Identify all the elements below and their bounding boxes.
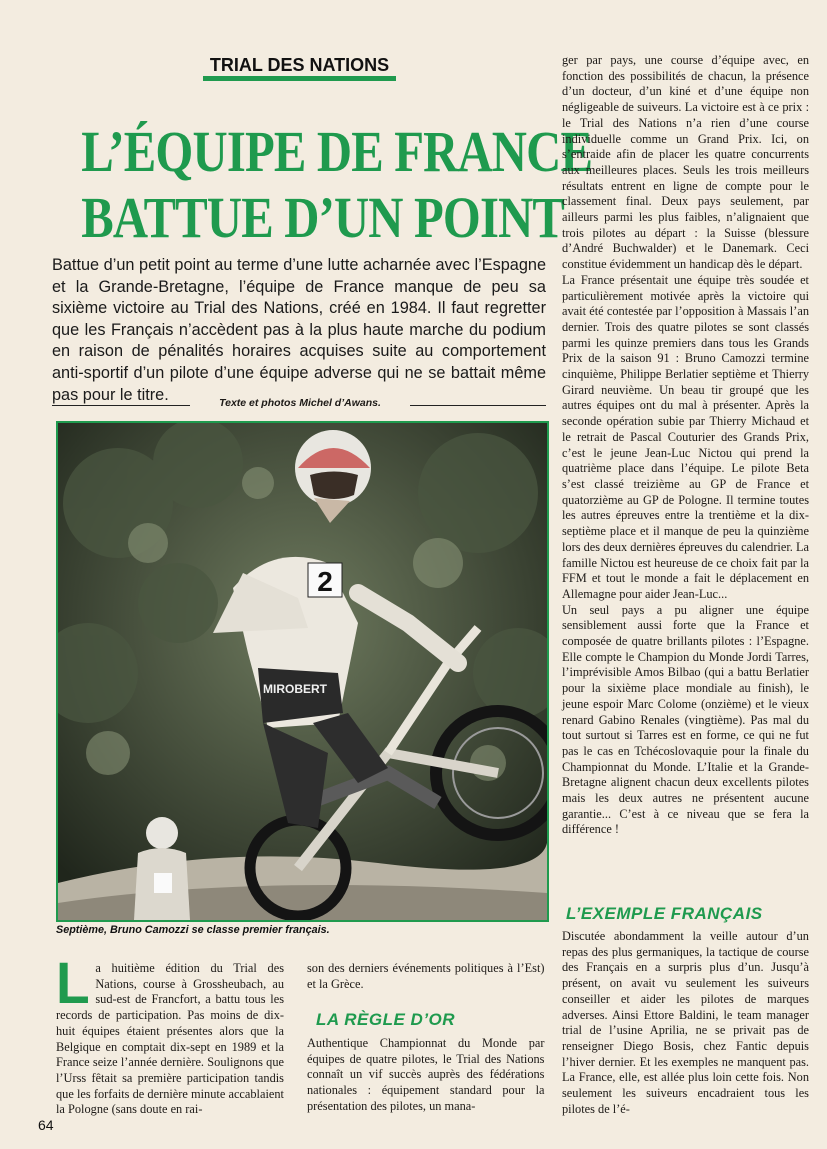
rider-illustration [58, 423, 547, 920]
sponsor-label: MIROBERT [263, 682, 327, 696]
article-photo [56, 421, 549, 922]
intro-paragraph: Battue d’un petit point au terme d’une lutte acharnée avec l’Espagne et la Grande-Bretagne, l’équipe de France manque de peu sa sixième victoire au Trial des Nations, créé en 1984. Il faut regretter que les Français n’accèdent pas à la plus haute marche du podium en raison de pénalités horaires acquises suite au comportement anti-sportif d’un pilote d’une équipe adverse qui ne se battait même pas pour le titre. [52, 256, 546, 404]
headline-line-2: BATTUE D’UN POINT [81, 185, 565, 250]
photo-caption: Septième, Bruno Camozzi se classe premier français. [56, 924, 330, 936]
section-tag: TRIAL DES NATIONS [209, 55, 390, 75]
rider-number: 2 [317, 566, 333, 597]
article-column-1 [56, 951, 284, 1117]
article-column-2-body [307, 1035, 545, 1114]
headline-line-1: L’ÉQUIPE DE FRANCE [81, 119, 593, 184]
credit-rule-right [408, 405, 546, 406]
section-tag-underline [203, 76, 396, 81]
column-3-paragraph-4: Discutée abondamment la veille autour d’un repas des plus germaniques, la tactique de course des Français en a surpris plus d’un. Jusqu’à présent, on avait vu seulement les suiveurs conseiller et aider les pilotes de marques adverses. Ainsi Ettore Baldini, le team manager trial de l’usine Aprilia, ne se privait pas de renseigner Diego Bosis, chez Fantic depuis l’hiver dernier. Et les exemples ne manquent pas. La France, elle, est allée plus loin cette fois. Non seulement les suiveurs encadraient tous les pilotes de l’é- [562, 928, 809, 1116]
subhead-la-regle-dor: LA RÈGLE D’OR [316, 1010, 456, 1029]
subhead-exemple-francais: L’EXEMPLE FRANÇAIS [566, 904, 763, 923]
credit-rule-left [52, 405, 192, 406]
column-3-paragraph-2: La France présentait une équipe très soudée et particulièrement motivée après la victoire qui avait été contestée par l’opposition à Massais l’an dernier. Trois des quatre pilotes se sont classés parmi les quinze premiers dans tous les Grands Prix de la saison 91 : Bruno Camozzi termine cinquième, Philippe Berlatier septième et Thierry Girard neuvième. Un beau tir groupé que les autres équipes ont du mal à présenter. Après la seconde opération subie par Thierry Michaud et le retrait de Pascal Couturier des Grands Prix, c’est le jeune Jean-Luc Nictou qui prend la quatrième place dans l’équipe. Le pilote Beta s’est classé treizième au GP de France et quatorzième au GP de Pologne. Il termine toutes les autres épreuves entre la trentième et la dix-septième place et il manque de peu la quinzième lors des deux dernières épreuves du calendrier. La famille Nictou est heureuse de ce choix fait par la FFM et tout le monde a fait le déplacement en Allemagne pour aider Jean-Luc... [562, 271, 809, 601]
article-column-3 [562, 52, 809, 837]
column-3-paragraph-3: Un seul pays a pu aligner une équipe sensiblement aussi forte que la France et composée de quatre brillants pilotes : l’Espagne. Elle compte le Champion du Monde Jordi Tarres, l’imprévisible Amos Bilbao (qui a battu Berlatier pour la sixième place mondiale au finish), le jeune espoir Marc Colome (onzième) et le vieux renard Gabino Renales (vingtième). Pas mal du tout surtout si Tarres est en forme, ce qui ne fut pas le cas en Tchécoslovaquie pour la finale du Championnat du Monde. L’Italie et la Grande-Bretagne alignent chacun deux excellents pilotes mais les deux autres ne présentent aucune garantie... C’est à ce niveau que se fera la différence ! [562, 601, 809, 837]
column-2-text: Authentique Championnat du Monde par équipes de quatre pilotes, le Trial des Nations connaît un vif succès auprès des fédérations nationales : équipement standard pour la présentation des pilotes, un mana- [307, 1035, 545, 1113]
column-1-text: a huitième édition du Trial des Nations, course à Grossheubach, au sud-est de Francfort, a battu tous les records de participation. Pas moins de dix-huit équipes étaient présentes alors que la Belgique en comptait dix-sept en 1989 et la France seize l’année dernière. Soulignons que l’Urss fêtait sa première participation tandis que les forfaits de dernière minute accablaient la Pologne (sans doute en rai- [56, 960, 284, 1117]
article-column-2 [307, 960, 545, 991]
drop-cap: L [56, 951, 90, 1016]
column-2-intro: son des derniers événements politiques à l’Est) et la Grèce. [307, 960, 545, 991]
article-column-3-end [562, 928, 809, 1116]
column-3-paragraph-1: ger par pays, une course d’équipe avec, en fonction des possibilités de chacun, la présence d’un docteur, d’un kiné et d’une équipe non négligeable de suiveurs. La victoire est à ce prix : le Trial des Nations n’a rien d’une course individuelle comme un Grand Prix. Ici, on s’entraide afin de placer les quatre concurrents aux meilleures places. Seuls les trois meilleurs résultats entrent en ligne de compte pour le classement final. Deux pays seulement, par ailleurs parmi les plus faibles, n’alignaient que trois pilotes au départ : la Suisse (blessure d’André Buchwalder) et le Danemark. Ceci constitue évidemment un handicap dès le départ. [562, 52, 809, 272]
page-number: 64 [38, 1117, 54, 1133]
photo-credit: Texte et photos Michel d’Awans. [190, 397, 410, 409]
